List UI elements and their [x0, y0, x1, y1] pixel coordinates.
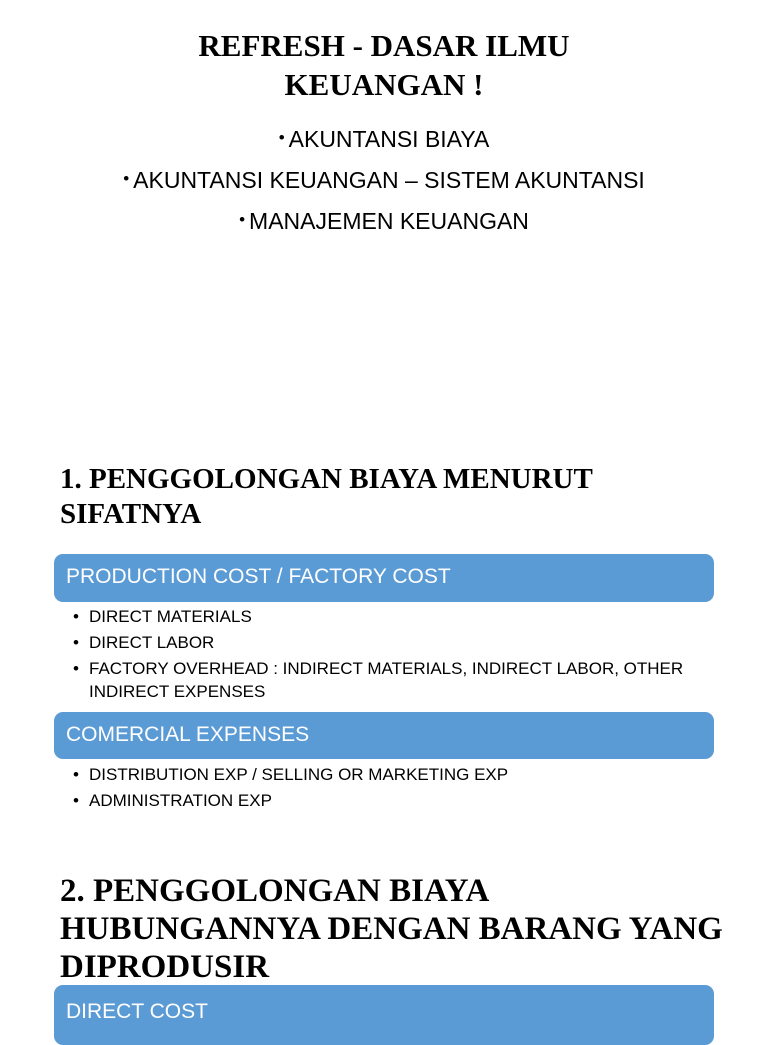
section-2-heading: 2. PENGGOLONGAN BIAYA HUBUNGANNYA DENGAN BARANG YANG DIPRODUSIR — [60, 873, 723, 985]
production-cost-list — [73, 605, 713, 706]
intro-item: • MANAJEMEN KEUANGAN — [0, 200, 768, 241]
slide-title-line-1: REFRESH - DASAR ILMU — [198, 28, 570, 63]
intro-item: • AKUNTANSI BIAYA — [0, 118, 768, 159]
intro-item: • AKUNTANSI KEUANGAN – SISTEM AKUNTANSI — [0, 159, 768, 200]
intro-list — [0, 118, 768, 241]
slide-title — [0, 26, 768, 104]
production-cost-bar: PRODUCTION COST / FACTORY COST — [54, 554, 714, 602]
list-item: • DIRECT MATERIALS — [73, 605, 713, 628]
list-item: • ADMINISTRATION EXP — [73, 789, 713, 812]
comercial-expenses-list — [73, 763, 713, 815]
list-item: • DISTRIBUTION EXP / SELLING OR MARKETING EXP — [73, 763, 713, 786]
list-item: • FACTORY OVERHEAD : INDIRECT MATERIALS, INDIRECT LABOR, OTHER INDIRECT EXPENSES — [73, 657, 713, 703]
comercial-expenses-bar: COMERCIAL EXPENSES — [54, 712, 714, 759]
section-1-heading: 1. PENGGOLONGAN BIAYA MENURUT SIFATNYA — [60, 463, 593, 530]
direct-cost-bar: DIRECT COST — [54, 985, 714, 1045]
slide-title-line-2: KEUANGAN ! — [284, 67, 484, 102]
list-item: • DIRECT LABOR — [73, 631, 713, 654]
